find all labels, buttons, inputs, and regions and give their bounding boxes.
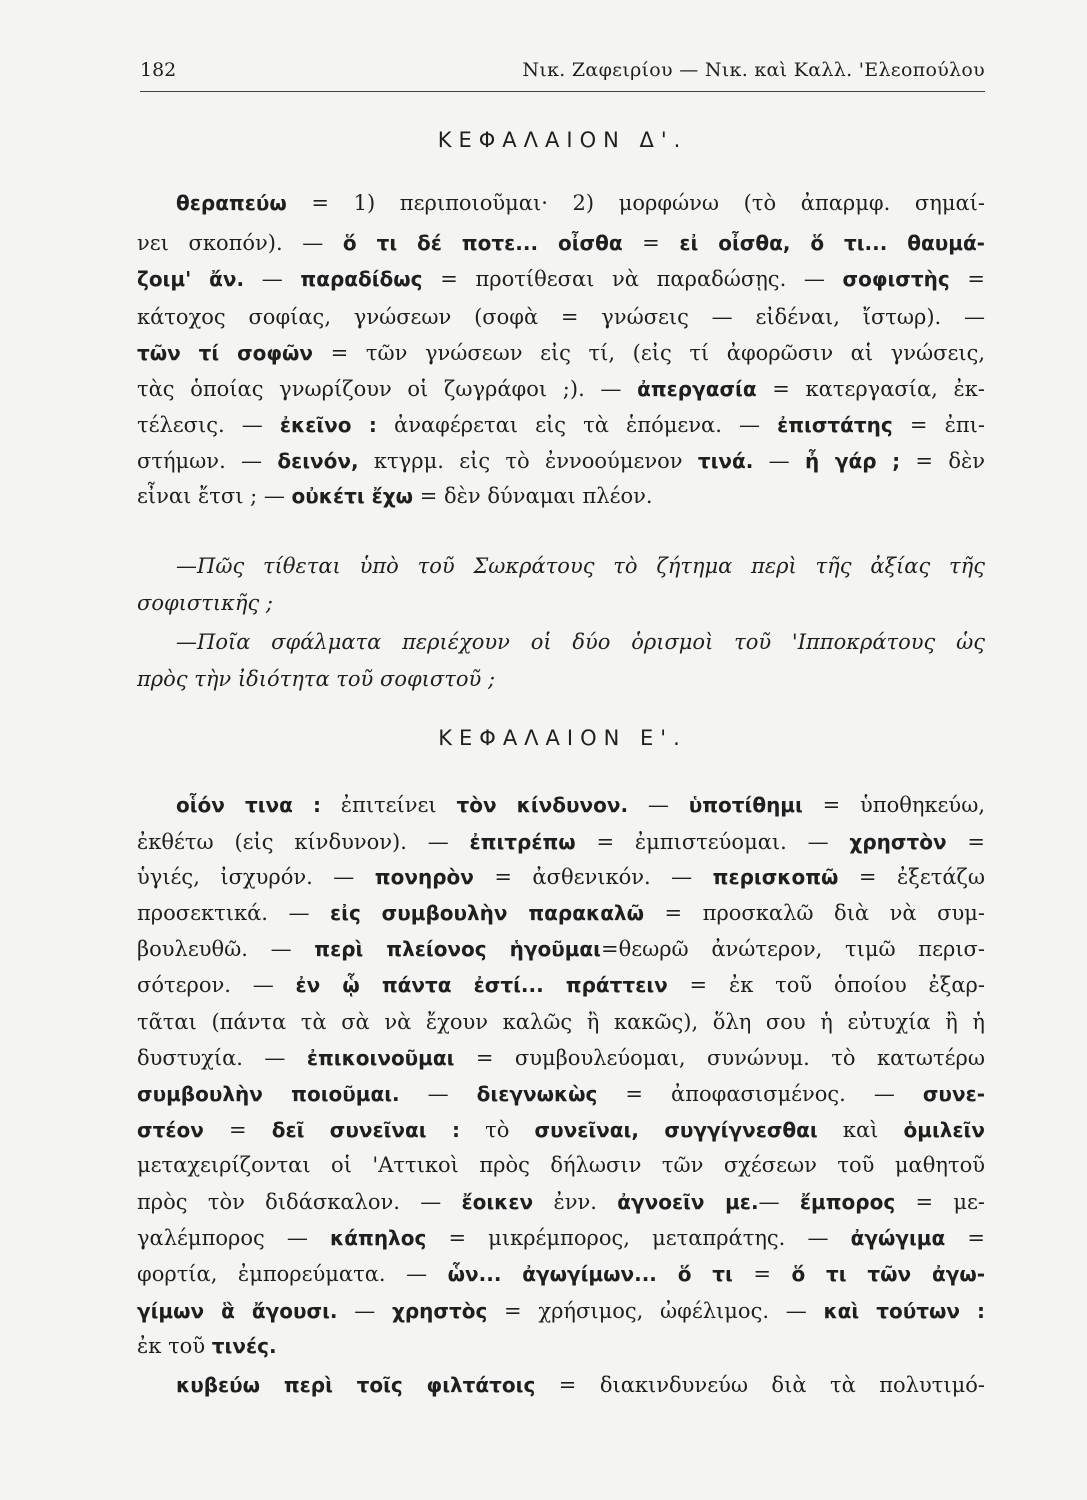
chapter-d-line: τὰς ὁποίας γνωρίζουν οἱ ζωγράφοι ;). — ἀπεργασία = κατεργασία, ἐκ- (137, 377, 985, 401)
chapter-d-line: ζοιμ' ἄν. — παραδίδως = προτίθεσαι νὰ παραδώσῃς. — σοφιστὴς = (137, 267, 985, 291)
chapter-e-line: προσεκτικά. — εἰς συμβουλὴν παρακαλῶ = προσκαλῶ διὰ νὰ συμ- (137, 901, 985, 925)
chapter-d-line: τῶν τί σοφῶν = τῶν γνώσεων εἰς τί, (εἰς τί ἀφορῶσιν αἱ γνώσεις, (137, 341, 985, 365)
chapter-e-line: δυστυχία. — ἐπικοινοῦμαι = συμβουλεύομαι, συνώνυμ. τὸ κατωτέρω (137, 1046, 985, 1070)
chapter-d-heading: ΚΕΦΑΛΑΙΟΝ Δ'. (437, 128, 688, 152)
page-number: 182 (140, 59, 177, 81)
chapter-e-line: κυβεύω περὶ τοῖς φιλτάτοις = διακινδυνεύω διὰ τὰ πολυτιμό- (176, 1373, 985, 1397)
question-line: —Πῶς τίθεται ὑπὸ τοῦ Σωκράτους τὸ ζήτημα περὶ τῆς ἀξίας τῆς (176, 554, 985, 578)
chapter-e-line: οἷόν τινα : ἐπιτείνει τὸν κίνδυνον. — ὑποτίθημι = ὑποθηκεύω, (176, 793, 985, 817)
chapter-e-line: συμβουλὴν ποιοῦμαι. — διεγνωκὼς = ἀποφασισμένος. — συνε- (137, 1082, 985, 1106)
chapter-d-line: νει σκοπόν). — ὅ τι δέ ποτε... οἶσθα = εἰ οἶσθα, ὅ τι... θαυμά- (137, 231, 985, 255)
chapter-e-line: βουλευθῶ. — περὶ πλείονος ἡγοῦμαι=θεωρῶ ἀνώτερον, τιμῶ περισ- (137, 937, 985, 961)
running-head (140, 57, 985, 92)
chapter-d-line: κάτοχος σοφίας, γνώσεων (σοφὰ = γνώσεις — εἰδέναι, ἴστωρ). — (137, 305, 985, 329)
chapter-e-heading: ΚΕΦΑΛΑΙΟΝ Ε'. (438, 726, 687, 750)
chapter-d-line: εἶναι ἔτσι ; — οὐκέτι ἔχω = δὲν δύναμαι πλέον. (137, 484, 653, 508)
running-title: Νικ. Ζαφειρίου — Νικ. καὶ Καλλ. 'Ελεοπούλου (522, 59, 985, 81)
chapter-e-line: φορτία, ἐμπορεύματα. — ὧν... ἀγωγίμων... ὅ τι = ὅ τι τῶν ἀγω- (137, 1262, 985, 1286)
chapter-e-line: μεταχειρίζονται οἱ 'Αττικοὶ πρὸς δήλωσιν τῶν σχέσεων τοῦ μαθητοῦ (137, 1153, 985, 1177)
chapter-e-line: στέον = δεῖ συνεῖναι : τὸ συνεῖναι, συγγίγνεσθαι καὶ ὁμιλεῖν (137, 1118, 985, 1142)
chapter-e-line: πρὸς τὸν διδάσκαλον. — ἔοικεν ἐνν. ἀγνοεῖν με.— ἔμπορος = με- (137, 1190, 985, 1214)
chapter-d-line: τέλεσις. — ἐκεῖνο : ἀναφέρεται εἰς τὰ ἑπόμενα. — ἐπιστάτης = ἐπι- (137, 413, 985, 437)
chapter-d-line: στήμων. — δεινόν, κτγρμ. εἰς τὸ ἐννοούμενον τινά. — ἦ γάρ ; = δὲν (137, 449, 985, 473)
question-line: —Ποῖα σφάλματα περιέχουν οἱ δύο ὁρισμοὶ τοῦ 'Ιπποκράτους ὡς (176, 630, 985, 654)
chapter-e-line: ὑγιές, ἰσχυρόν. — πονηρὸν = ἀσθενικόν. — περισκοπῶ = ἐξετάζω (137, 865, 985, 889)
chapter-e-line: ἐκθέτω (εἰς κίνδυνον). — ἐπιτρέπω = ἐμπιστεύομαι. — χρηστὸν = (137, 830, 985, 854)
chapter-e-line: γίμων ἃ ἄγουσι. — χρηστὸς = χρήσιμος, ὠφέλιμος. — καὶ τούτων : (137, 1299, 985, 1323)
chapter-e-line: ἐκ τοῦ τινές. (137, 1334, 277, 1358)
question-line: σοφιστικῆς ; (137, 591, 273, 615)
question-line: πρὸς τὴν ἰδιότητα τοῦ σοφιστοῦ ; (137, 667, 496, 691)
chapter-e-line: τᾶται (πάντα τὰ σὰ νὰ ἔχουν καλῶς ἢ κακῶς), ὅλη σου ἡ εὐτυχία ἢ ἡ (137, 1010, 985, 1034)
chapter-e-line: σότερον. — ἐν ᾧ πάντα ἐστί... πράττειν = ἐκ τοῦ ὁποίου ἐξαρ- (137, 973, 985, 997)
chapter-e-line: γαλέμπορος — κάπηλος = μικρέμπορος, μεταπράτης. — ἀγώγιμα = (137, 1226, 985, 1250)
chapter-d-line: θεραπεύω = 1) περιποιοῦμαι· 2) μορφώνω (τὸ ἀπαρμφ. σημαί- (176, 191, 985, 215)
